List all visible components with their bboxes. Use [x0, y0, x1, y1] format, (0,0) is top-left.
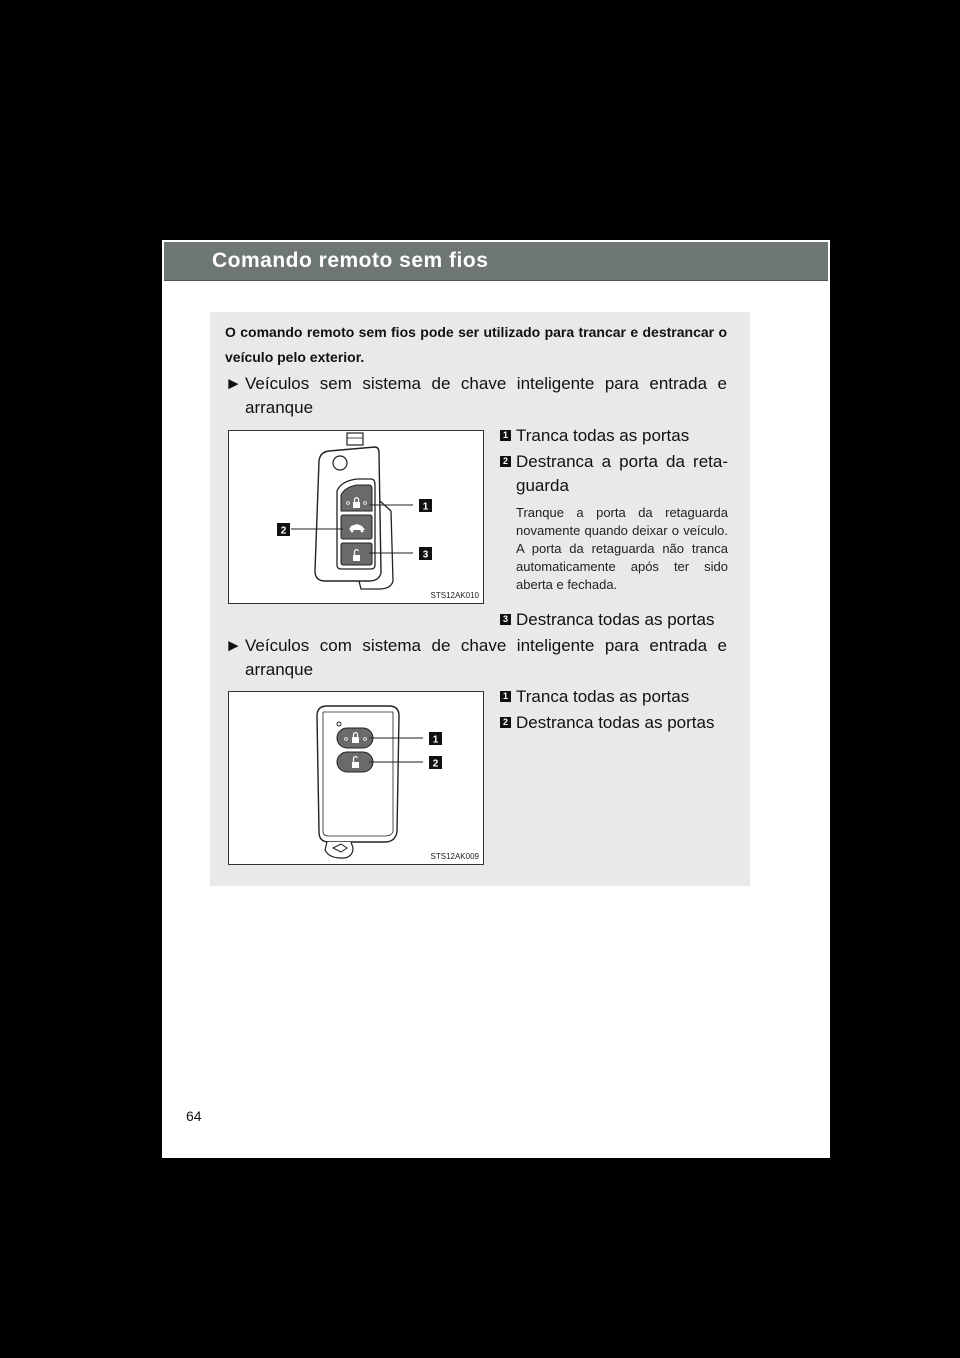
section-title: Comando remoto sem fios	[212, 249, 489, 272]
figure-code: STS12AK009	[430, 852, 479, 861]
number-badge: 1	[500, 691, 511, 702]
flip-key-figure	[228, 430, 484, 604]
item-text: Tranca todas as portas	[516, 426, 690, 445]
number-badge: 3	[500, 614, 511, 625]
triangle-bullet-icon: ►	[225, 374, 242, 393]
content-box	[210, 312, 750, 886]
note-text: Tranque a porta da retaguarda novamente quando deixar o veículo. A porta da retaguarda não tranca automaticamente após ter sido aberta e fechada.	[516, 505, 728, 592]
svg-text:2: 2	[280, 525, 287, 537]
list-item	[500, 685, 728, 709]
triangle-bullet-icon: ►	[225, 636, 242, 655]
list-item	[500, 711, 728, 735]
heading-text: Veículos sem sistema de chave inteligente para entrada e arranque	[245, 374, 727, 417]
intro-text: O comando remoto sem fios pode ser utilizado para trancar e destrancar o veículo pelo exterior.	[225, 324, 727, 365]
manual-page	[162, 240, 830, 1158]
heading-without-smart-key	[225, 372, 727, 420]
item-text: Tranca todas as portas	[516, 687, 690, 706]
heading-with-smart-key	[225, 634, 727, 682]
svg-text:1: 1	[422, 501, 429, 513]
svg-text:3: 3	[422, 549, 429, 561]
smart-key-figure	[228, 691, 484, 865]
section-title-bar	[164, 242, 828, 281]
number-badge: 1	[500, 430, 511, 441]
svg-text:2: 2	[432, 758, 439, 770]
list-item	[500, 450, 728, 498]
item-text: Destranca todas as portas	[516, 610, 715, 629]
list-item	[500, 424, 728, 448]
item-text: Destranca a porta da reta-guarda	[516, 452, 728, 495]
svg-text:1: 1	[432, 734, 439, 746]
number-badge: 2	[500, 717, 511, 728]
figure-code: STS12AK010	[430, 591, 479, 600]
flip-key-illustration	[229, 431, 483, 603]
smart-key-illustration	[229, 692, 483, 864]
heading-text: Veículos com sistema de chave inteligente para entrada e arranque	[245, 636, 727, 679]
item-text: Destranca todas as portas	[516, 713, 715, 732]
list-item	[500, 608, 728, 632]
page-number: 64	[186, 1108, 202, 1124]
number-badge: 2	[500, 456, 511, 467]
